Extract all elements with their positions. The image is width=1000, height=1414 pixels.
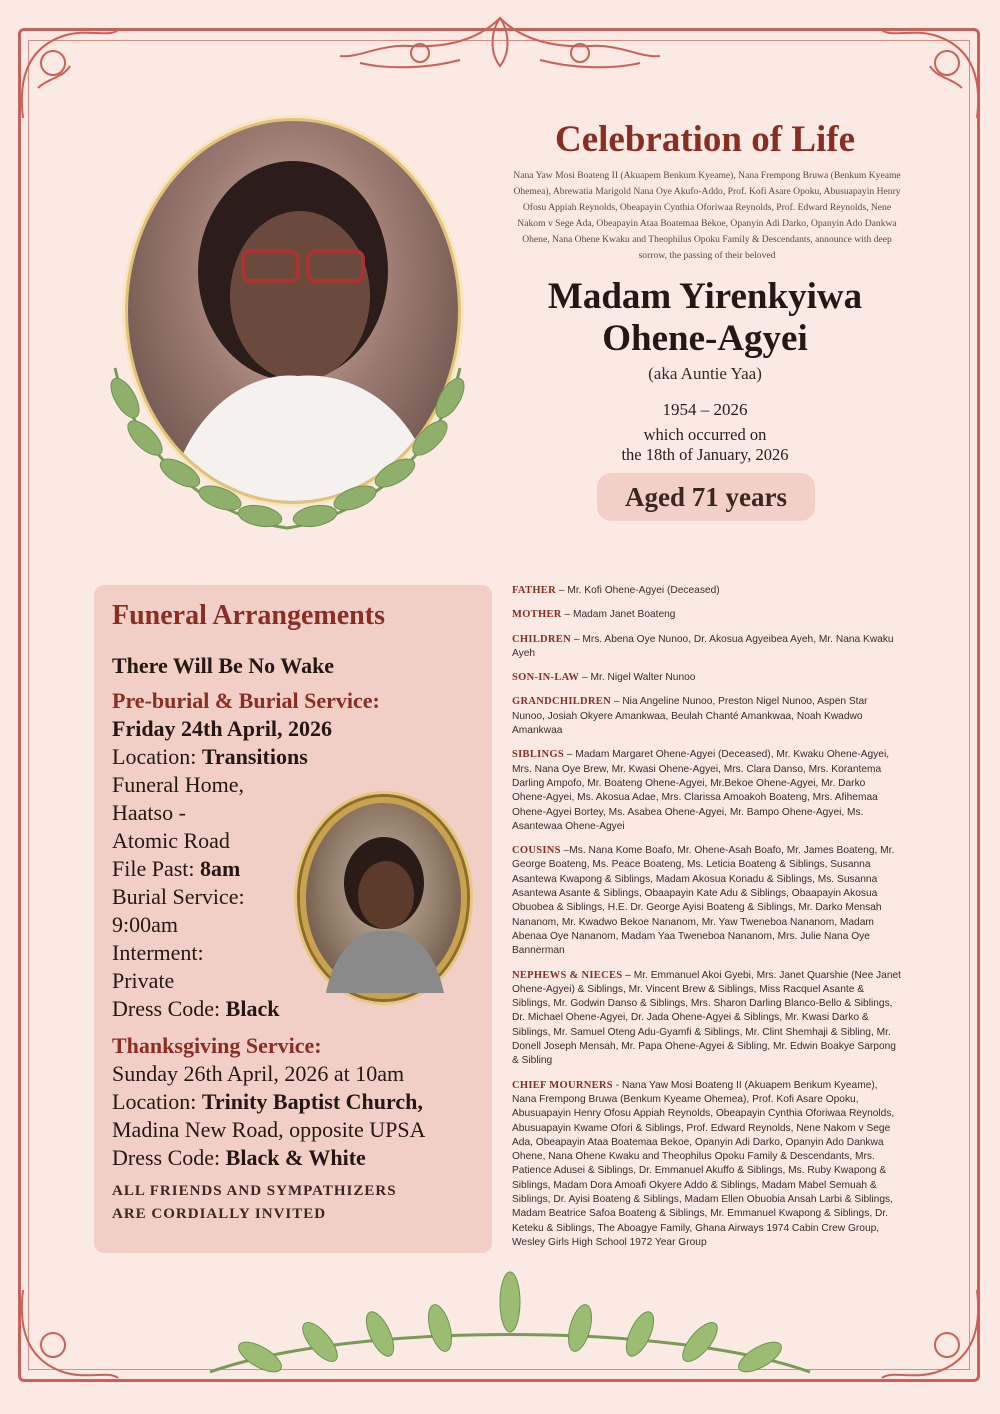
family-entry-grandchildren: GRANDCHILDREN – Nia Angeline Nunoo, Preston Nigel Nunoo, Aspen Star Nunoo, Josiah Okyere Amankwaa, Beulah Chanté Amankwaa, Noah Kwadwo Amankwaa [512, 696, 868, 737]
burial-location-4: Atomic Road [112, 828, 230, 853]
family-entry-nephews-nieces: NEPHEWS & NIECES – Mr. Emmanuel Akoi Gyebi, Mrs. Janet Quarshie (Nee Janet Ohene-Agyei) & Siblings, Mr. Vincent Brew & Siblings, Miss Racquel Asante & Siblings, Mr. Godwin Danso & Siblings, Mrs. Sharon Darling Blanco-Bello & Siblings, Dr. Michael Ohene-Agyei, Dr. Jada Ohene-Agyei & Siblings, Mr. Kwasi Darko & Siblings, Mr. Samuel Oteng Adu-Gyamfi & Siblings, Mr. Clint Shemhaji & Sibling, Mr. Donell Joseph Mensah, Mr. Papa Ohene-Agyei & Sibling, Mr. Edwin Boakye Sarpong & Sibling [512, 969, 901, 1067]
family-members: Mr. Kofi Ohene-Agyei (Deceased) [567, 585, 720, 596]
file-past-line [112, 855, 240, 883]
family-members: Nana Yaw Mosi Boateng II (Akuapem Benkum Kyeame), Nana Frempong Bruwa (Benkum Kyeame Ohemea), Prof. Kofi Asare Opoku, Abusuapayin Henry Ofosu Appiah Reynolds, Obeapayin Cynthia Oforiwaa Reynolds, Abusuapayin Kwame Ofori & Siblings, Prof. Edward Reynolds, Nene Nakom v Sege Ada, Obeapayin Ataa Boatemaa Bekoe, Opanyin Adi Darko, Opanyin Ado Dankwa Ohene, Nana Ohene Kwaku and Theophilus Opoku Family & Descendants, Mrs. Patience Adusei & Siblings, Dr. Emmanuel Akuffo & Siblings, Ms. Ruby Kwapong & Siblings, Madam Dora Amoafi Okyere Addo & Siblings, Madam Mabel Semuah & Siblings, Dr. Ayisi Boateng & Siblings, Madam Ellen Obuobia Ansah Larbi & Siblings, Madam Beatrice Safoa Boateng & Siblings, Mr. Emmanuel Kwapong & Siblings, Dr. Keteku & Siblings, The Aboagye Family, Ghana Airways 1974 Cabin Crew Group, Wesley Girls High School 1972 Year Group [512, 1079, 895, 1248]
name-line-1: Madam Yirenkyiwa [547, 276, 863, 317]
announcement-text: Nana Yaw Mosi Boateng II (Akuapem Benkum Kyeame), Nana Frempong Bruwa (Benkum Kyeame Ohemea), Abrewatia Marigold Nana Oye Akufo-Addo, Prof. Kofi Asare Opoku, Abusuapayin Henry Ofosu Appiah Reynolds, Obeapayin Cynthia Oforiwaa Reynolds, Prof. Edward Reynolds, Nene Nakom v Sege Ada, Obeapayin Ataa Boatemaa Bekoe, Opanyin Adi Darko, Opanyin Ado Dankwa Ohene, Nana Ohene Kwaku and Theophilus Opoku Family & Descendants, announce with deep sorrow, the passing of their beloved [513, 170, 901, 261]
family-members: Ms. Nana Kome Boafo, Mr. Ohene-Asah Boafo, Mr. James Boateng, Mr. George Boateng, Ms. Peace Boateng, Ms. Leticia Boateng & Siblings, Susanna Asantewa Kwapong & Siblings, Madam Akosua Konadu & Siblings, Ms. Susanna Asantewa Asante & Siblings, Obaapayin Kate Adu & Siblings, Obaapayin Akosua Obuobea & Siblings, H.E. Dr. George Ayisi Boateng & Siblings, Mr. Darko Mensah Nananom, Mr. Kwadwo Bekoe Nananom, Mr. Yaw Tweneboa Nananom, Madam Abenaa Oye Nananom, Madam Yaa Tweneboa Nananom, Mrs. Julie Nana Oye Bannerman [512, 845, 895, 957]
family-members: Mr. Emmanuel Akoi Gyebi, Mrs. Janet Quarshie (Nee Janet Ohene-Agyei) & Siblings, Mr. Vincent Brew & Siblings, Miss Racquel Asante & Siblings, Mr. Godwin Danso & Siblings, Mrs. Sharon Darling Blanco-Bello & Siblings, Dr. Michael Ohene-Agyei, Dr. Jada Ohene-Agyei & Siblings, Mr. Kwasi Darko & Siblings, Mr. Samuel Oteng Adu-Gyamfi & Siblings, Mr. Clint Shemhaji & Sibling, Mr. Donell Joseph Mensah, Mr. Papa Ohene-Agyei & Sibling, Mr. Edwin Boakye Sarpong & Sibling [512, 969, 901, 1067]
family-label: CHILDREN [512, 633, 571, 645]
burial-dress-code-line [112, 995, 279, 1023]
name-line-2: Ohene-Agyei [602, 318, 808, 359]
burial-location-3: Haatso - [112, 800, 186, 825]
burial-service-time: 9:00am [112, 912, 178, 937]
dress-code-label: Dress Code: [112, 996, 226, 1021]
family-entry-mother: MOTHER – Madam Janet Boateng [512, 609, 676, 621]
thanksgiving-dress-code: Black & White [225, 1145, 366, 1170]
invite-line-1: ALL FRIENDS AND SYMPATHIZERS [112, 1183, 397, 1199]
location-label: Location: [112, 744, 202, 769]
occurred-line-1: which occurred on [643, 425, 767, 444]
family-label: NEPHEWS & NIECES [512, 969, 623, 981]
age-badge: Aged 71 years [597, 473, 815, 521]
burial-service-heading: Pre-burial & Burial Service: [112, 688, 380, 713]
thanksgiving-location-1: Trinity Baptist Church, [201, 1089, 423, 1114]
family-listing [512, 584, 902, 1260]
family-label: SON-IN-LAW [512, 672, 580, 684]
dress-code-label: Dress Code: [112, 1145, 226, 1170]
family-entry-children: CHILDREN – Mrs. Abena Oye Nunoo, Dr. Akosua Agyeibea Ayeh, Mr. Nana Kwaku Ayeh [512, 633, 894, 659]
thanksgiving-location-line [112, 1088, 423, 1116]
interment-value: Private [112, 968, 175, 993]
no-wake-text: There Will Be No Wake [112, 653, 335, 678]
family-members: Mrs. Abena Oye Nunoo, Dr. Akosua Agyeibea Ayeh, Mr. Nana Kwaku Ayeh [512, 633, 894, 659]
family-entry-father: FATHER – Mr. Kofi Ohene-Agyei (Deceased) [512, 585, 720, 596]
file-past-time: 8am [200, 856, 241, 881]
invite-line-2: ARE CORDIALLY INVITED [112, 1206, 327, 1222]
family-entry-siblings: SIBLINGS – Madam Margaret Ohene-Agyei (Deceased), Mr. Kwaku Ohene-Agyei, Mrs. Nana Oye Brew, Mr. Kwasi Ohene-Agyei, Mrs. Clara Danso, Mrs. Korantema Darling Ampofo, Mr. Boateng Ohene-Agyei, Mr.Bekoe Ohene-Agyei, Mr. Darko Ohene-Agyei, Ms. Akosua Adae, Mrs. Clarissa Amoakoh Boateng, Mrs. Afihemaa Ohene-Agyei Bortey, Ms. Asabea Ohene-Agyei, Mr. Bampo Ohene-Agyei, Ms. Asantewaa Ohene-Agyei [512, 749, 890, 832]
bottom-leaf-garland [200, 1262, 820, 1392]
invitation-text [112, 1180, 397, 1226]
family-label: GRANDCHILDREN [512, 696, 611, 708]
corner-ornament-bottom-left [8, 1270, 128, 1390]
deceased-name [500, 276, 910, 360]
burial-date: Friday 24th April, 2026 [112, 716, 333, 741]
thanksgiving-heading: Thanksgiving Service: [112, 1033, 322, 1058]
family-label: FATHER [512, 585, 556, 596]
burial-location-line [112, 743, 308, 771]
family-entry-cousins: COUSINS –Ms. Nana Kome Boafo, Mr. Ohene-Asah Boafo, Mr. James Boateng, Mr. George Boateng, Ms. Peace Boateng, Ms. Leticia Boateng & Siblings, Susanna Asantewa Kwapong & Siblings, Madam Akosua Konadu & Siblings, Ms. Susanna Asantewa Asante & Siblings, Obaapayin Kate Adu & Siblings, Obaapayin Akosua Obuobea & Siblings, H.E. Dr. George Ayisi Boateng & Siblings, Mr. Darko Mensah Nananom, Mr. Kwadwo Bekoe Nananom, Mr. Yaw Tweneboa Nananom, Madam Abenaa Oye Nananom, Madam Yaa Tweneboa Nananom, Mrs. Julie Nana Oye Bannerman [512, 845, 895, 957]
page-title: Celebration of Life [554, 119, 856, 160]
corner-ornament-top-right [872, 18, 992, 138]
occurred-line-2: the 18th of January, 2026 [621, 445, 789, 464]
burial-dress-code: Black [225, 996, 280, 1021]
family-members: Madam Margaret Ohene-Agyei (Deceased), Mr. Kwaku Ohene-Agyei, Mrs. Nana Oye Brew, Mr. Kwasi Ohene-Agyei, Mrs. Clara Danso, Mrs. Korantema Darling Ampofo, Mr. Boateng Ohene-Agyei, Mr.Bekoe Ohene-Agyei, Mr. Darko Ohene-Agyei, Ms. Akosua Adae, Mrs. Clarissa Amoakoh Boateng, Mrs. Afihemaa Ohene-Agyei Bortey, Ms. Asabea Ohene-Agyei, Mr. Bampo Ohene-Agyei, Ms. Asantewaa Ohene-Agyei [512, 749, 890, 832]
date-of-passing [560, 425, 850, 465]
family-label: SIBLINGS [512, 749, 565, 761]
family-entry-chief-mourners: CHIEF MOURNERS - Nana Yaw Mosi Boateng II (Akuapem Benkum Kyeame), Nana Frempong Bruwa (Benkum Kyeame Ohemea), Prof. Kofi Asare Opoku, Abusuapayin Henry Ofosu Appiah Reynolds, Obeapayin Cynthia Oforiwaa Reynolds, Abusuapayin Kwame Ofori & Siblings, Prof. Edward Reynolds, Nene Nakom v Sege Ada, Obeapayin Ataa Boatemaa Bekoe, Opanyin Adi Darko, Opanyin Ado Dankwa Ohene, Nana Ohene Kwaku and Theophilus Opoku Family & Descendants, Mrs. Patience Adusei & Siblings, Dr. Emmanuel Akuffo & Siblings, Ms. Ruby Kwapong & Siblings, Madam Dora Amoafi Okyere Addo & Siblings, Madam Mabel Semuah & Siblings, Dr. Ayisi Boateng & Siblings, Madam Ellen Obuobia Ansah Larbi & Siblings, Madam Beatrice Safoa Boateng & Siblings, Mr. Emmanuel Kwapong & Siblings, Dr. Keteku & Siblings, The Aboagye Family, Ghana Airways 1974 Cabin Crew Group, Wesley Girls High School 1972 Year Group [512, 1079, 895, 1248]
funeral-arrangements-title: Funeral Arrangements [112, 600, 385, 631]
family-label: COUSINS [512, 845, 561, 857]
corner-ornament-bottom-right [872, 1270, 992, 1390]
laurel-wreath [95, 338, 480, 538]
main-portrait-group [95, 118, 480, 538]
life-years: 1954 – 2026 [662, 400, 748, 419]
family-members: Madam Janet Boateng [572, 609, 676, 621]
top-scroll-ornament [300, 8, 700, 78]
burial-location-1: Transitions [201, 744, 308, 769]
family-members: Nia Angeline Nunoo, Preston Nigel Nunoo, Aspen Star Nunoo, Josiah Okyere Amankwaa, Beulah Chanté Amankwaa, Noah Kwadwo Amankwaa [512, 696, 868, 737]
location-label: Location: [112, 1089, 202, 1114]
burial-location-2: Funeral Home, [112, 772, 244, 797]
young-portrait-silhouette [306, 803, 461, 993]
interment-label: Interment: [112, 940, 204, 965]
family-label: MOTHER [512, 609, 562, 621]
family-label: CHIEF MOURNERS [512, 1079, 613, 1091]
aka-text: (aka Auntie Yaa) [648, 364, 762, 383]
family-members: Mr. Nigel Walter Nunoo [590, 672, 696, 684]
thanksgiving-dress-code-line [112, 1144, 366, 1172]
file-past-label: File Past: [112, 856, 201, 881]
burial-service-label: Burial Service: [112, 884, 245, 909]
family-entry-son-in-law: SON-IN-LAW – Mr. Nigel Walter Nunoo [512, 672, 696, 684]
gold-framed-portrait [300, 797, 467, 999]
thanksgiving-date: Sunday 26th April, 2026 at 10am [112, 1061, 405, 1086]
thanksgiving-location-2: Madina New Road, opposite UPSA [112, 1117, 426, 1142]
